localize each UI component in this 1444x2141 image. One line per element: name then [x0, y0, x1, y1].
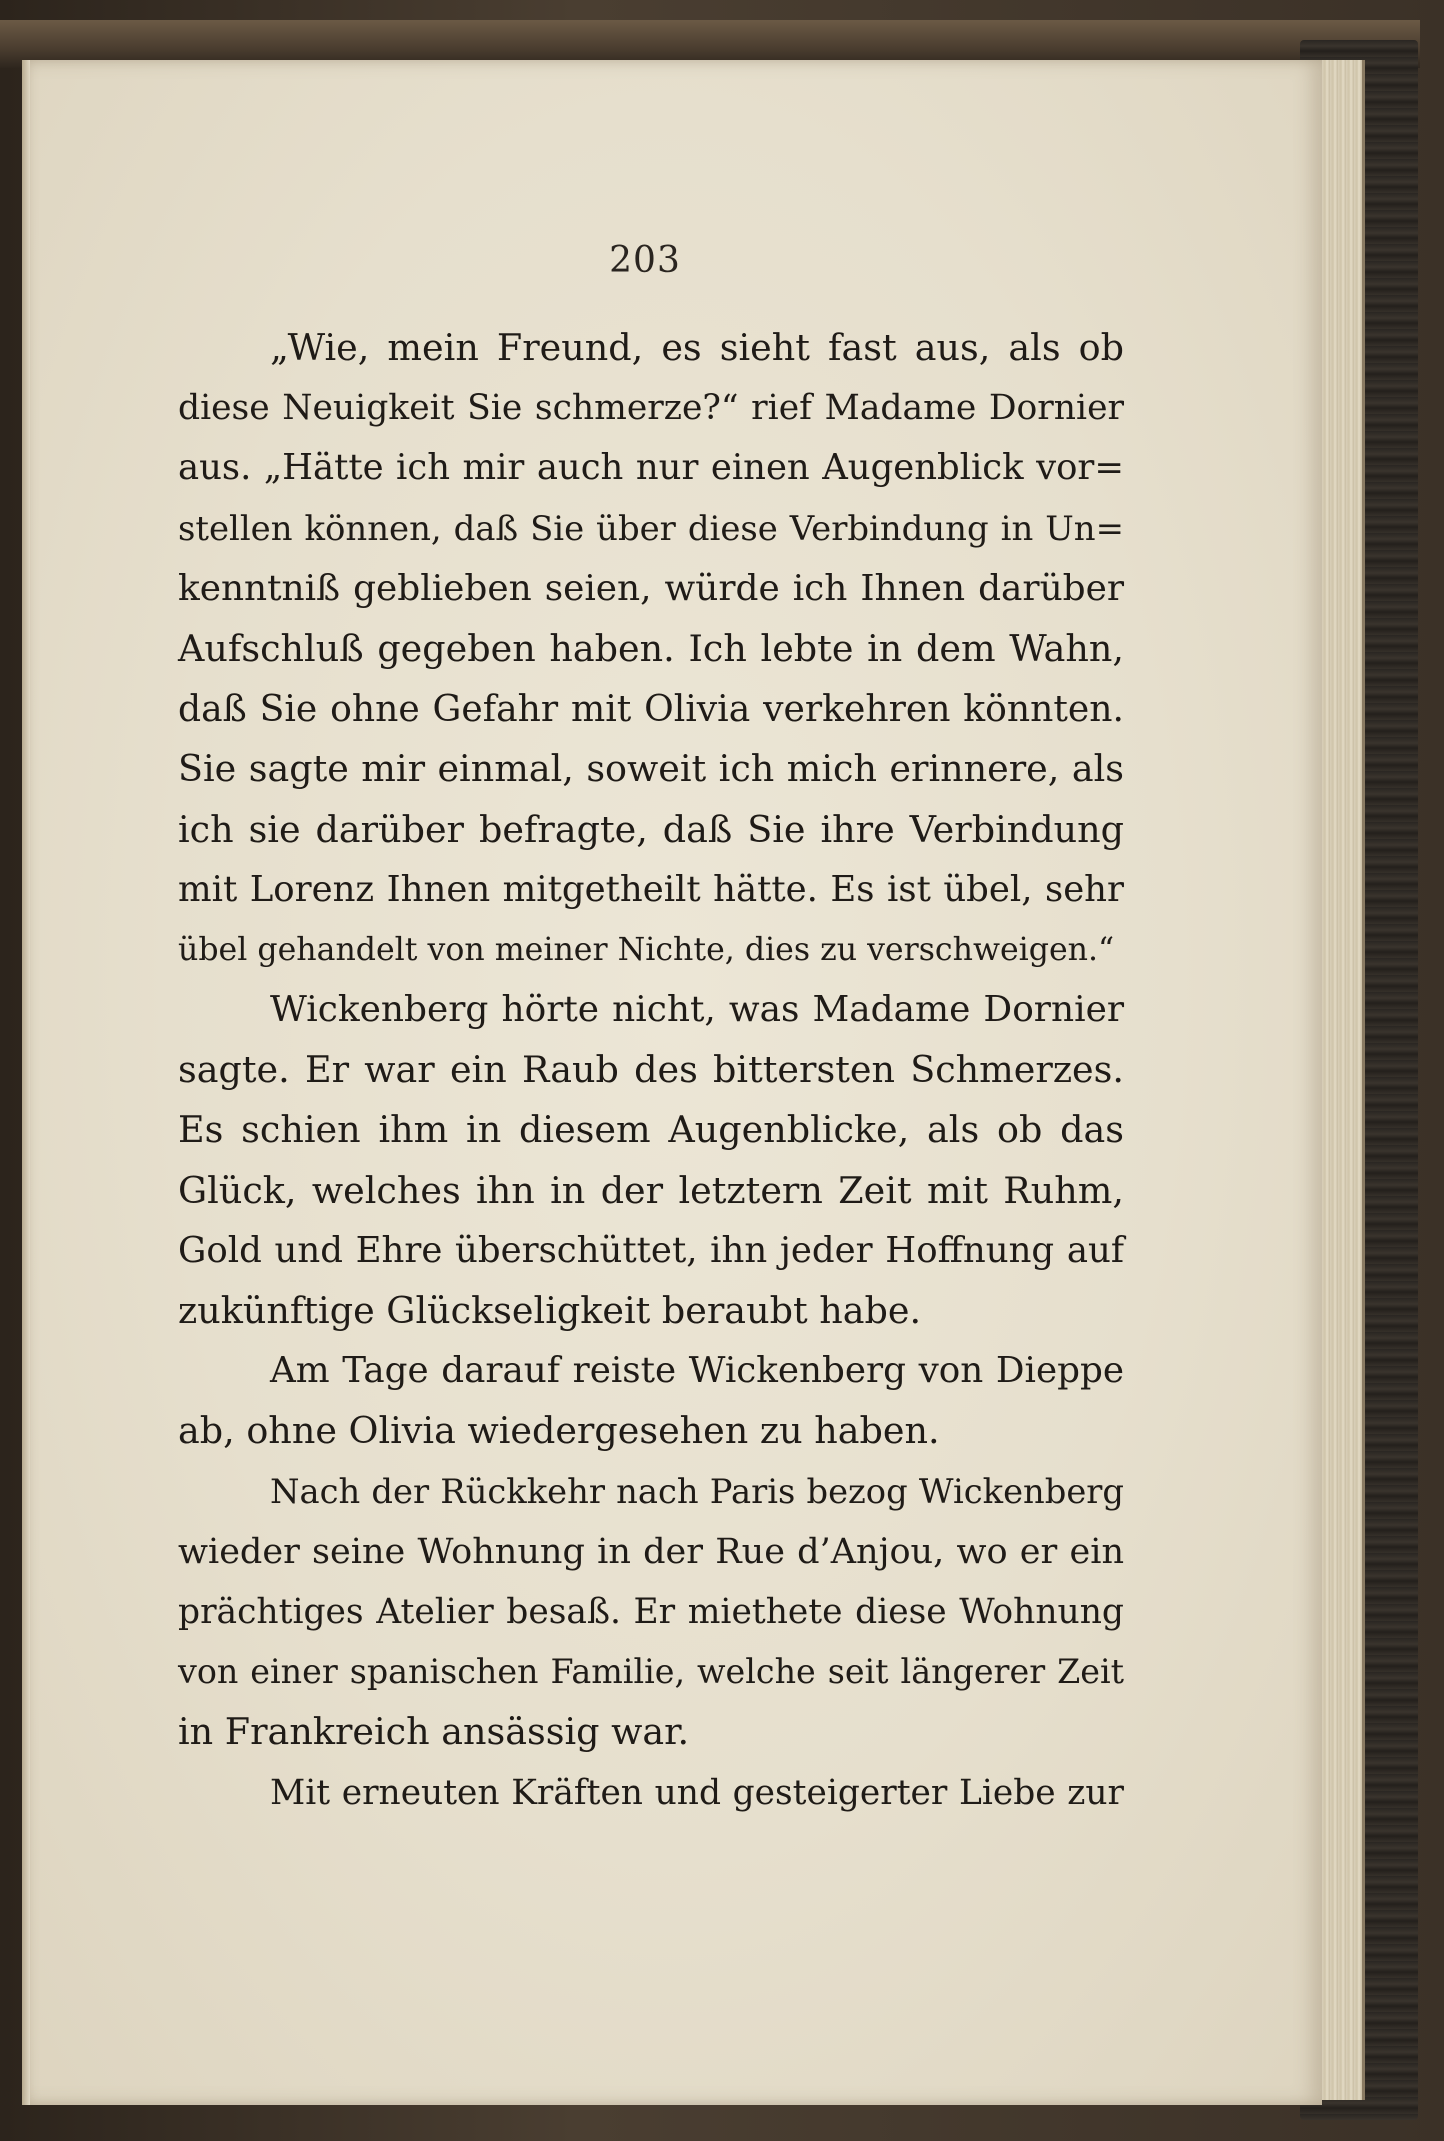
text-line: von einer spanischen Familie, welche seit längerer Zeit — [178, 1652, 1124, 1692]
text-line: Am Tage darauf reiste Wickenberg von Dieppe — [270, 1350, 1124, 1392]
text-line: ab, ohne Olivia wiedergesehen zu haben. — [178, 1409, 940, 1453]
text-line: wieder seine Wohnung in der Rue d’Anjou, wo er ein — [178, 1530, 1124, 1572]
text-line: ich sie darüber befragte, daß Sie ihre Verbindung — [178, 807, 1124, 851]
text-line: diese Neuigkeit Sie schmerze?“ rief Madame Dornier — [178, 388, 1124, 429]
text-line: Wickenberg hörte nicht, was Madame Dornier — [270, 989, 1124, 1031]
text-line: mit Lorenz Ihnen mitgetheilt hätte. Es ist übel, sehr — [178, 868, 1124, 910]
text-line: Es schien ihm in diesem Augenblicke, als ob das — [178, 1108, 1124, 1152]
page-number: 203 — [609, 240, 681, 281]
text-line: sagte. Er war ein Raub des bittersten Schmerzes. — [178, 1048, 1124, 1092]
text-line: „Wie, mein Freund, es sieht fast aus, als ob — [270, 326, 1124, 369]
text-line: kenntniß geblieben seien, würde ich Ihnen darüber — [178, 567, 1124, 609]
text-line: in Frankreich ansässig war. — [178, 1710, 690, 1754]
text-line: Nach der Rückkehr nach Paris bezog Wickenberg — [270, 1471, 1124, 1511]
text-line: Glück, welches ihn in der letztern Zeit mit Ruhm, — [178, 1168, 1124, 1212]
text-line: übel gehandelt von meiner Nichte, dies zu verschweigen.“ — [178, 931, 1115, 968]
text-line: daß Sie ohne Gefahr mit Olivia verkehren könnten. — [178, 687, 1124, 731]
body-text — [178, 318, 1124, 1823]
text-line: stellen können, daß Sie über diese Verbindung in Un= — [178, 508, 1124, 548]
page-gutter — [22, 60, 30, 2105]
text-line: Mit erneuten Kräften und gesteigerter Liebe zur — [270, 1772, 1124, 1813]
text-line: zukünftige Glückseligkeit beraubt habe. — [178, 1289, 922, 1332]
text-line: Aufschluß gegeben haben. Ich lebte in dem Wahn, — [178, 626, 1124, 670]
text-line: prächtiges Atelier besaß. Er miethete diese Wohnung — [178, 1591, 1124, 1632]
text-line: Sie sagte mir einmal, soweit ich mich erinnere, als — [178, 747, 1124, 791]
text-line: Gold und Ehre überschüttet, ihn jeder Hoffnung auf — [178, 1229, 1124, 1271]
text-line: aus. „Hätte ich mir auch nur einen Augenblick vor= — [178, 447, 1124, 489]
